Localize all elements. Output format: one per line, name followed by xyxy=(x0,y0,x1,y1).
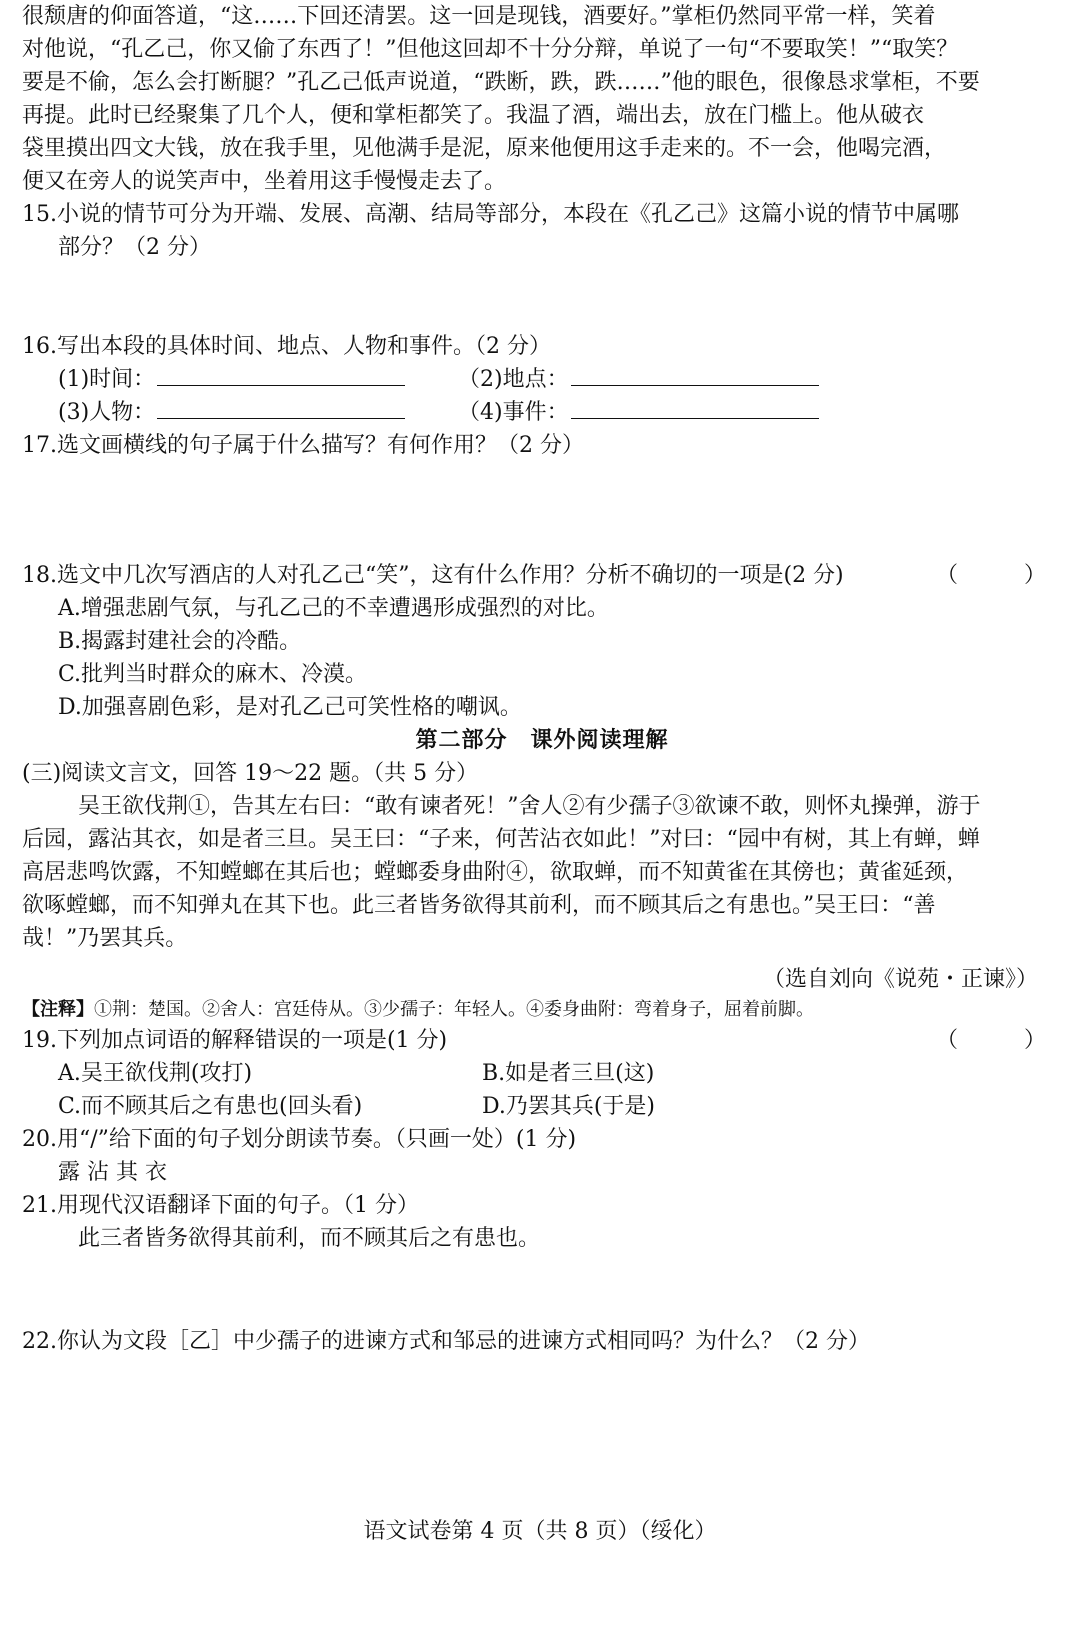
part-2-title: 第二部分 课外阅读理解 xyxy=(415,727,669,753)
answer-space-15[interactable] xyxy=(22,264,1062,330)
exam-page xyxy=(22,0,1062,1358)
time-answer-line[interactable] xyxy=(157,363,405,386)
source-citation: （选自刘向《说苑・正谏》） xyxy=(762,967,1038,992)
option-d: D.乃罢其兵(于是) xyxy=(482,1094,656,1119)
option-b: B.如是者三旦(这) xyxy=(482,1061,655,1086)
place-answer-line[interactable] xyxy=(571,363,819,386)
passage-line: 要是不偷，怎么会打断腿？”孔乙己低声说道，“跌断，跌，跌……”他的眼色，很像恳求掌柜，不要 xyxy=(22,70,980,95)
question-18 xyxy=(22,559,1062,724)
question-19 xyxy=(22,1024,1062,1123)
answer-space-21[interactable] xyxy=(22,1255,1062,1325)
question-19-row-1 xyxy=(22,1057,1062,1090)
answer-space-17[interactable] xyxy=(22,462,1062,559)
question-19-stem: 19.下列加点词语的解释错误的一项是(1 分) xyxy=(22,1028,448,1053)
option-c: C.而不顾其后之有患也(回头看) xyxy=(58,1094,363,1119)
question-15-stem: 15.小说的情节可分为开端、发展、高潮、结局等部分，本段在《孔乙己》这篇小说的情节中属哪 xyxy=(22,202,959,227)
question-16-row-1 xyxy=(22,363,1062,396)
question-16 xyxy=(22,330,1062,429)
passage-line: 袋里摸出四文大钱，放在我手里，见他满手是泥，原来他便用这手走来的。不一会，他喝完酒， xyxy=(22,136,947,161)
passage xyxy=(22,0,1062,198)
person-answer-line[interactable] xyxy=(157,396,405,419)
classical-line: 哉！”乃罢其兵。 xyxy=(22,926,188,951)
question-21-stem: 21.用现代汉语翻译下面的句子。（1 分） xyxy=(22,1193,419,1218)
question-19-row-2 xyxy=(22,1090,1062,1123)
option-a: A.吴王欲伐荆(攻打) xyxy=(58,1061,253,1086)
annotation xyxy=(22,996,1062,1024)
classical-line: 欲啄螳螂，而不知弹丸在其下也。此三者皆务欲得其前利，而不顾其后之有患也。”吴王曰：“善 xyxy=(22,893,936,918)
time-label: (1)时间： xyxy=(58,367,156,392)
classical-passage xyxy=(22,790,1062,955)
option-b: B.揭露封建社会的冷酷。 xyxy=(58,629,302,654)
option-d: D.加强喜剧色彩，是对孔乙己可笑性格的嘲讽。 xyxy=(58,695,522,720)
option-c: C.批判当时群众的麻木、冷漠。 xyxy=(58,662,368,687)
answer-paren-18[interactable]: （ ） xyxy=(935,563,1046,588)
classical-line: 后园，露沾其衣，如是者三旦。吴王曰：“子来，何苦沾衣如此！”对曰：“园中有树，其上有蝉，蝉 xyxy=(22,827,980,852)
passage-line: 再提。此时已经聚集了几个人，便和掌柜都笑了。我温了酒，端出去，放在门槛上。他从破衣 xyxy=(22,103,925,128)
annotation-text: ①荆：楚国。②舍人：宫廷侍从。③少孺子：年轻人。④委身曲附：弯着身子，屈着前脚。 xyxy=(94,999,814,1020)
passage-line: 对他说，“孔乙己，你又偷了东西了！”但他这回却不十分分辩，单说了一句“不要取笑！”“取笑？ xyxy=(22,37,959,62)
passage-line: 很颓唐的仰面答道，“这……下回还清罢。这一回是现钱，酒要好。”掌柜仍然同平常一样，笑着 xyxy=(22,4,936,29)
answer-paren-19[interactable]: （ ） xyxy=(935,1028,1046,1053)
question-21-sentence: 此三者皆务欲得其前利，而不顾其后之有患也。 xyxy=(78,1226,541,1251)
section-3-heading: (三)阅读文言文，回答 19～22 题。（共 5 分） xyxy=(22,761,479,786)
passage-line: 便又在旁人的说笑声中，坐着用这手慢慢走去了。 xyxy=(22,169,507,194)
event-label: （4)事件： xyxy=(458,400,569,425)
question-15-stem-cont: 部分？（2 分） xyxy=(58,235,211,260)
question-20-sentence[interactable]: 露 沾 其 衣 xyxy=(58,1160,167,1185)
question-17-stem: 17.选文画横线的句子属于什么描写？有何作用？（2 分） xyxy=(22,433,584,458)
option-a: A.增强悲剧气氛，与孔乙己的不幸遭遇形成强烈的对比。 xyxy=(58,596,609,621)
question-16-stem: 16.写出本段的具体时间、地点、人物和事件。（2 分） xyxy=(22,334,551,359)
classical-line: 吴王欲伐荆①，告其左右曰：“敢有谏者死！”舍人②有少孺子③欲谏不敢，则怀丸操弹，游于 xyxy=(78,794,981,819)
question-20-stem: 20.用“/”给下面的句子划分朗读节奏。（只画一处）(1 分) xyxy=(22,1127,577,1152)
question-22-stem: 22.你认为文段［乙］中少孺子的进谏方式和邹忌的进谏方式相同吗？为什么？（2 分） xyxy=(22,1329,870,1354)
classical-line: 高居悲鸣饮露，不知螳螂在其后也；螳螂委身曲附④，欲取蝉，而不知黄雀在其傍也；黄雀延颈， xyxy=(22,860,969,885)
person-label: (3)人物： xyxy=(58,400,156,425)
question-15 xyxy=(22,198,1062,264)
place-label: （2)地点： xyxy=(458,367,569,392)
page-footer: 语文试卷第 4 页（共 8 页）（绥化） xyxy=(363,1519,717,1544)
question-18-stem: 18.选文中几次写酒店的人对孔乙己“笑”，这有什么作用？分析不确切的一项是(2 分) xyxy=(22,563,844,588)
question-16-row-2 xyxy=(22,396,1062,429)
annotation-label: 【注释】 xyxy=(22,999,94,1020)
event-answer-line[interactable] xyxy=(571,396,819,419)
